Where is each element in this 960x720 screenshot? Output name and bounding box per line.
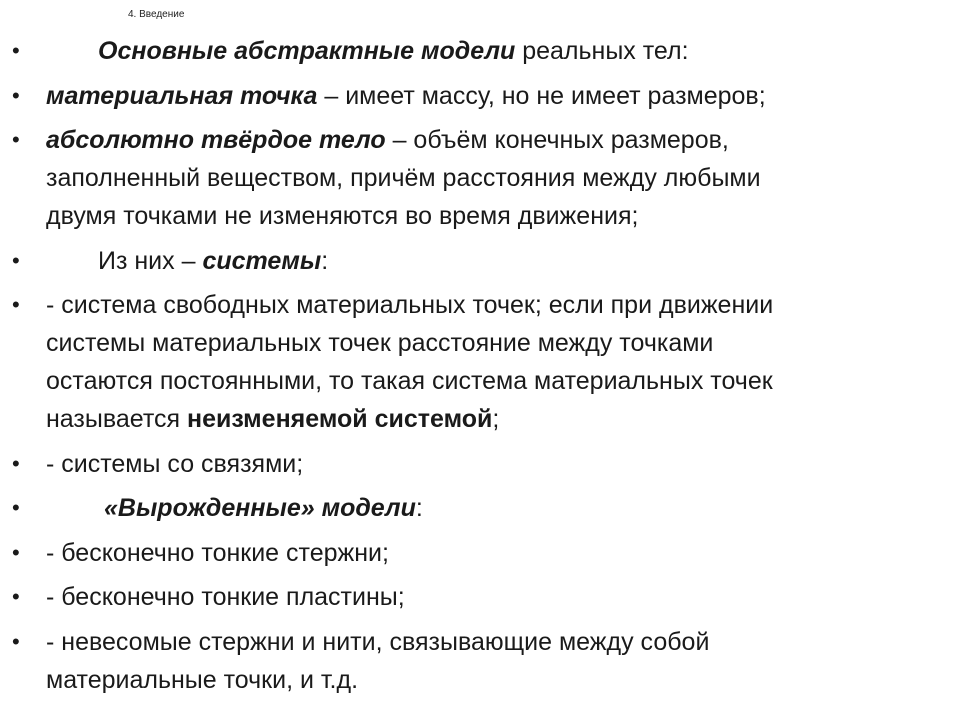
body-text: заполненный веществом, причём расстояния между любыми — [46, 164, 761, 192]
bullet-icon: • — [12, 292, 20, 317]
body-text: реальных тел: — [515, 37, 689, 65]
bold-text: неизменяемой системой — [187, 405, 493, 433]
section-header: 4. Введение — [128, 9, 185, 20]
body-text: системы материальных точек расстояние между точками — [46, 329, 714, 357]
list-item-text: - системы со связями; — [46, 449, 304, 478]
body-text: – имеет массу, но не имеет размеров; — [317, 81, 766, 110]
list-item-constrained-systems — [0, 445, 900, 483]
list-item-free-points-system — [0, 286, 900, 438]
emphasis-text: «Вырожденные» модели — [104, 494, 416, 522]
list-item-text — [46, 489, 423, 527]
list-item-thin-rods — [0, 534, 900, 572]
emphasis-text: Основные абстрактные модели — [98, 37, 516, 65]
bullet-icon: • — [12, 38, 20, 63]
list-item-text: - бесконечно тонкие стержни; — [46, 538, 389, 567]
list-item-weightless-rods — [0, 623, 900, 699]
list-item-text — [46, 291, 773, 433]
bullet-icon: • — [12, 127, 20, 152]
list-item-systems-heading — [0, 242, 900, 280]
bullet-icon: • — [12, 450, 20, 476]
list-item-material-point — [0, 77, 900, 115]
list-item-abstract-models — [0, 32, 900, 70]
body-text: остаются постоянными, то такая система материальных точек — [46, 367, 773, 395]
body-text: называется — [46, 405, 187, 433]
body-text: - невесомые стержни и нити, связывающие между собой — [46, 627, 710, 656]
list-item-text — [46, 82, 766, 110]
body-text: : — [415, 494, 423, 522]
body-text: - система свободных материальных точек; если при движении — [46, 291, 774, 319]
list-item-text — [46, 628, 709, 694]
body-text: – объём конечных размеров, — [385, 126, 729, 154]
body-text: материальные точки, и т.д. — [46, 665, 359, 694]
emphasis-text: материальная точка — [46, 81, 318, 110]
emphasis-text: системы — [202, 246, 322, 275]
bullet-icon: • — [12, 495, 20, 520]
list-item-rigid-body — [0, 121, 900, 235]
bullet-icon: • — [12, 82, 20, 108]
body-text: двумя точками не изменяются во время движения; — [46, 202, 639, 230]
list-item-degenerate-models — [0, 489, 900, 527]
list-item-text: - бесконечно тонкие пластины; — [46, 583, 405, 611]
bullet-list — [0, 32, 900, 705]
body-text: ; — [492, 405, 500, 433]
bullet-icon: • — [12, 628, 20, 654]
list-item-text — [46, 32, 689, 70]
list-item-text — [46, 126, 761, 230]
bullet-icon: • — [12, 584, 20, 609]
bullet-icon: • — [12, 247, 20, 273]
list-item-thin-plates — [0, 578, 900, 616]
bullet-icon: • — [12, 539, 20, 565]
list-item-text — [46, 242, 328, 280]
body-text: : — [321, 246, 329, 275]
body-text: Из них – — [98, 246, 203, 275]
emphasis-text: абсолютно твёрдое тело — [46, 126, 386, 154]
